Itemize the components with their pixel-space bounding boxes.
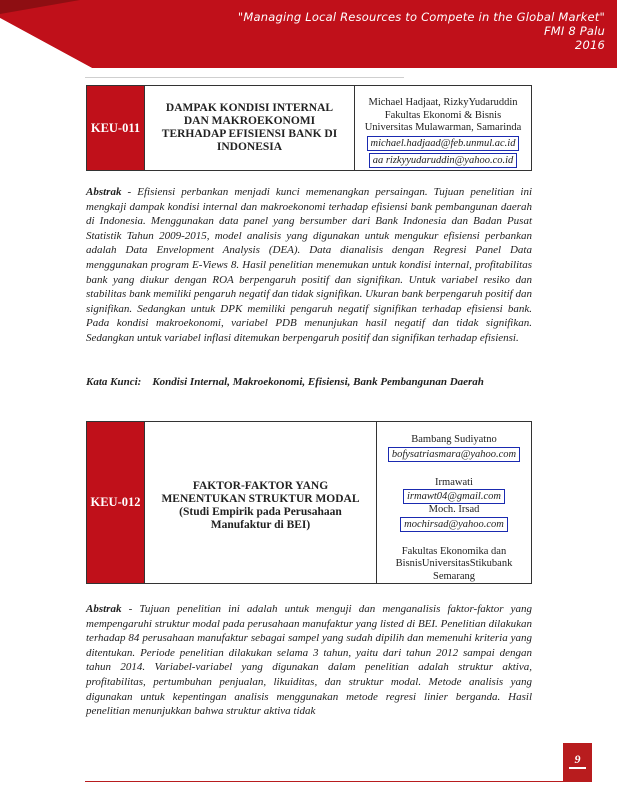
keywords: [86, 376, 546, 388]
author-info: [377, 422, 531, 583]
event-year: 2016: [574, 38, 605, 52]
email-link[interactable]: mochirsad@yahoo.com: [400, 517, 508, 532]
affiliation: Fakultas Ekonomika dan: [401, 545, 507, 557]
abstract-keu-011: [86, 185, 532, 346]
title-line: Manufaktur di BEI): [210, 518, 311, 531]
paper-table-keu-011: [86, 85, 532, 171]
email-link[interactable]: michael.hadjaad@feb.unmul.ac.id: [367, 136, 520, 151]
abstract-text: - Efisiensi perbankan menjadi kunci memenangkan persaingan. Tujuan penelitian ini mengkaji dampak kondisi internal dan makroekonomi terhadap efisiensi bank pembangunan daerah di Indonesia. Menggunakan data panel yang bersumber dari Bank Indonesia dan Badan Pusat Statistik Tahun 2009-2015, model analisis yang digunakan untuk mengukur efisiensi perbankan adalah Data Envelopment Analysis (DEA). Data dianalisis dengan Regresi Panel Data menggunakan program E-Views 8. Hasil penelitian menemukan untuk kondisi internal, profitabilitas bank yang diukur dengan ROA berpengaruh positif dan signifikan. Untuk variabel resiko dan stabilitas bank memiliki pengaruh negatif dan tidak signifikan. Ukuran bank berpengaruh positif dan signifikan. Sedangkan untuk DPK memiliki pengaruh negatif signifikan terhadap efisiensi bank. Pada kondisi makroekonomi, variabel PDB menunjukan hasil negatif dan tidak signifikan. Sedangkan untuk variabel inflasi ditemukan berpengaruh positif dan signifikan terhadap efisiensi.: [86, 186, 532, 344]
author-name: Bambang Sudiyatno: [411, 434, 497, 445]
affiliation: Semarang: [433, 570, 475, 582]
paper-code: KEU-012: [87, 422, 145, 583]
author-info: [355, 86, 531, 170]
title-line: DAN MAKROEKONOMI: [183, 115, 316, 127]
banner-text: [238, 10, 605, 52]
keywords-label: Kata Kunci:: [86, 376, 142, 388]
title-line: INDONESIA: [216, 141, 283, 153]
affiliation: Fakultas Ekonomi & Bisnis: [384, 109, 502, 121]
header-banner: [0, 0, 617, 68]
page-number: 9: [563, 743, 592, 781]
paper-title: [145, 422, 377, 583]
email-link[interactable]: bofysatriasmara@yahoo.com: [388, 447, 520, 462]
affiliation: BisnisUniversitasStikubank: [395, 558, 513, 569]
title-line: (Studi Empirik pada Perusahaan: [179, 505, 342, 518]
title-line: DAMPAK KONDISI INTERNAL: [165, 102, 334, 114]
keywords-text: Kondisi Internal, Makroekonomi, Efisiensi, Bank Pembangunan Daerah: [152, 376, 484, 388]
author-name: Moch. Irsad: [428, 504, 480, 516]
paper-table-keu-012: [86, 421, 532, 584]
paper-title: [145, 86, 355, 170]
abstract-keu-012: [86, 602, 532, 719]
email-link[interactable]: irmawt04@gmail.com: [403, 489, 505, 504]
title-line: MENENTUKAN STRUKTUR MODAL: [161, 492, 360, 505]
paper-code: KEU-011: [87, 86, 145, 170]
event-name: FMI 8 Palu: [543, 24, 605, 38]
abstract-text: - Tujuan penelitian ini adalah untuk menguji dan menganalisis faktor-faktor yang mempengaruhi struktur modal pada perusahaan manufaktur yang listed di BEI. Penelitian dilakukan terhadap 84 perusahaan manufaktur sebagai sampel yang sudah dipilih dan memenuhi kriteria yang ditentukan. Periode penelitian dilakukan selama 3 tahun, yaitu dari tahun 2012 sampai dengan tahun 2014. Variabel-variabel yang digunakan dalam penelitian adalah struktur aktiva, profitabilitas, pertumbuhan penjualan, likuiditas, dan struktur modal. Metode analisis yang digunakan untuk kepentingan analisis menggunakan metode regresi linier berganda. Hasil penelitian menunjukkan bahwa struktur aktiva tidak: [86, 603, 532, 718]
title-line: FAKTOR-FAKTOR YANG: [192, 479, 329, 492]
email-link[interactable]: aa rizkyyudaruddin@yahoo.co.id: [369, 153, 518, 168]
abstract-label: Abstrak: [86, 186, 122, 198]
affiliation: Universitas Mulawarman, Samarinda: [364, 122, 522, 133]
abstract-label: Abstrak: [86, 603, 122, 615]
footer-rule: [85, 781, 592, 782]
author-names: Michael Hadjaat, RizkyYudaruddin: [368, 97, 518, 108]
header-divider: [85, 77, 404, 78]
author-name: Irmawati: [435, 476, 473, 488]
conference-tagline: "Managing Local Resources to Compete in the Global Market": [237, 10, 605, 24]
title-line: TERHADAP EFISIENSI BANK DI: [161, 128, 338, 140]
